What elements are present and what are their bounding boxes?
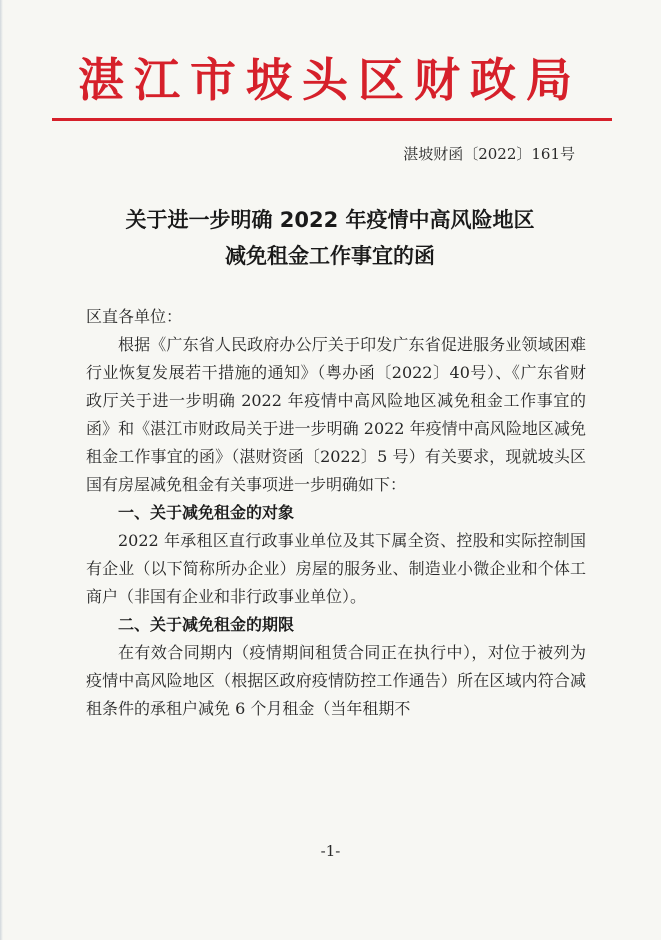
- paragraph-intro: 根据《广东省人民政府办公厅关于印发广东省促进服务业领域困难行业恢复发展若干措施的通知》（粤办函〔2022〕40号）、《广东省财政厅关于进一步明确 2022 年疫情中高风险地区减免租金工作事宜的函》和《湛江市财政局关于进一步明确 2022 年疫情中高风险地区减免租金工作事宜的函》（湛财资函〔2022〕5 号）有关要求，现就坡头区国有房屋减免租金有关事项进一步明确如下：: [86, 335, 586, 494]
- document-body: [86, 303, 586, 723]
- document-title: [40, 202, 620, 274]
- scan-edge: [0, 0, 3, 940]
- paragraph-section-2: 在有效合同期内（疫情期间租赁合同正在执行中），对位于被列为疫情中高风险地区（根据区政府疫情防控工作通告）所在区域内符合减租条件的承租户减免 6 个月租金（当年租期不: [86, 643, 586, 718]
- page-number: -1-: [320, 842, 341, 860]
- document-number: 湛坡财函〔2022〕161号: [403, 145, 575, 163]
- title-line-2: 减免租金工作事宜的函: [225, 244, 435, 268]
- section-heading-2: 二、关于减免租金的期限: [118, 615, 295, 634]
- title-line-1: 关于进一步明确 2022 年疫情中高风险地区: [125, 208, 535, 232]
- paragraph-section-1: 2022 年承租区直行政事业单位及其下属全资、控股和实际控制国有企业（以下简称所办企业）房屋的服务业、制造业小微企业和个体工商户（非国有企业和非行政事业单位）。: [86, 531, 586, 606]
- salutation: 区直各单位：: [86, 307, 183, 326]
- letterhead-title: 湛江市坡头区财政局: [78, 53, 582, 107]
- letterhead-red-rule: [52, 118, 612, 121]
- section-heading-1: 一、关于减免租金的对象: [118, 503, 295, 522]
